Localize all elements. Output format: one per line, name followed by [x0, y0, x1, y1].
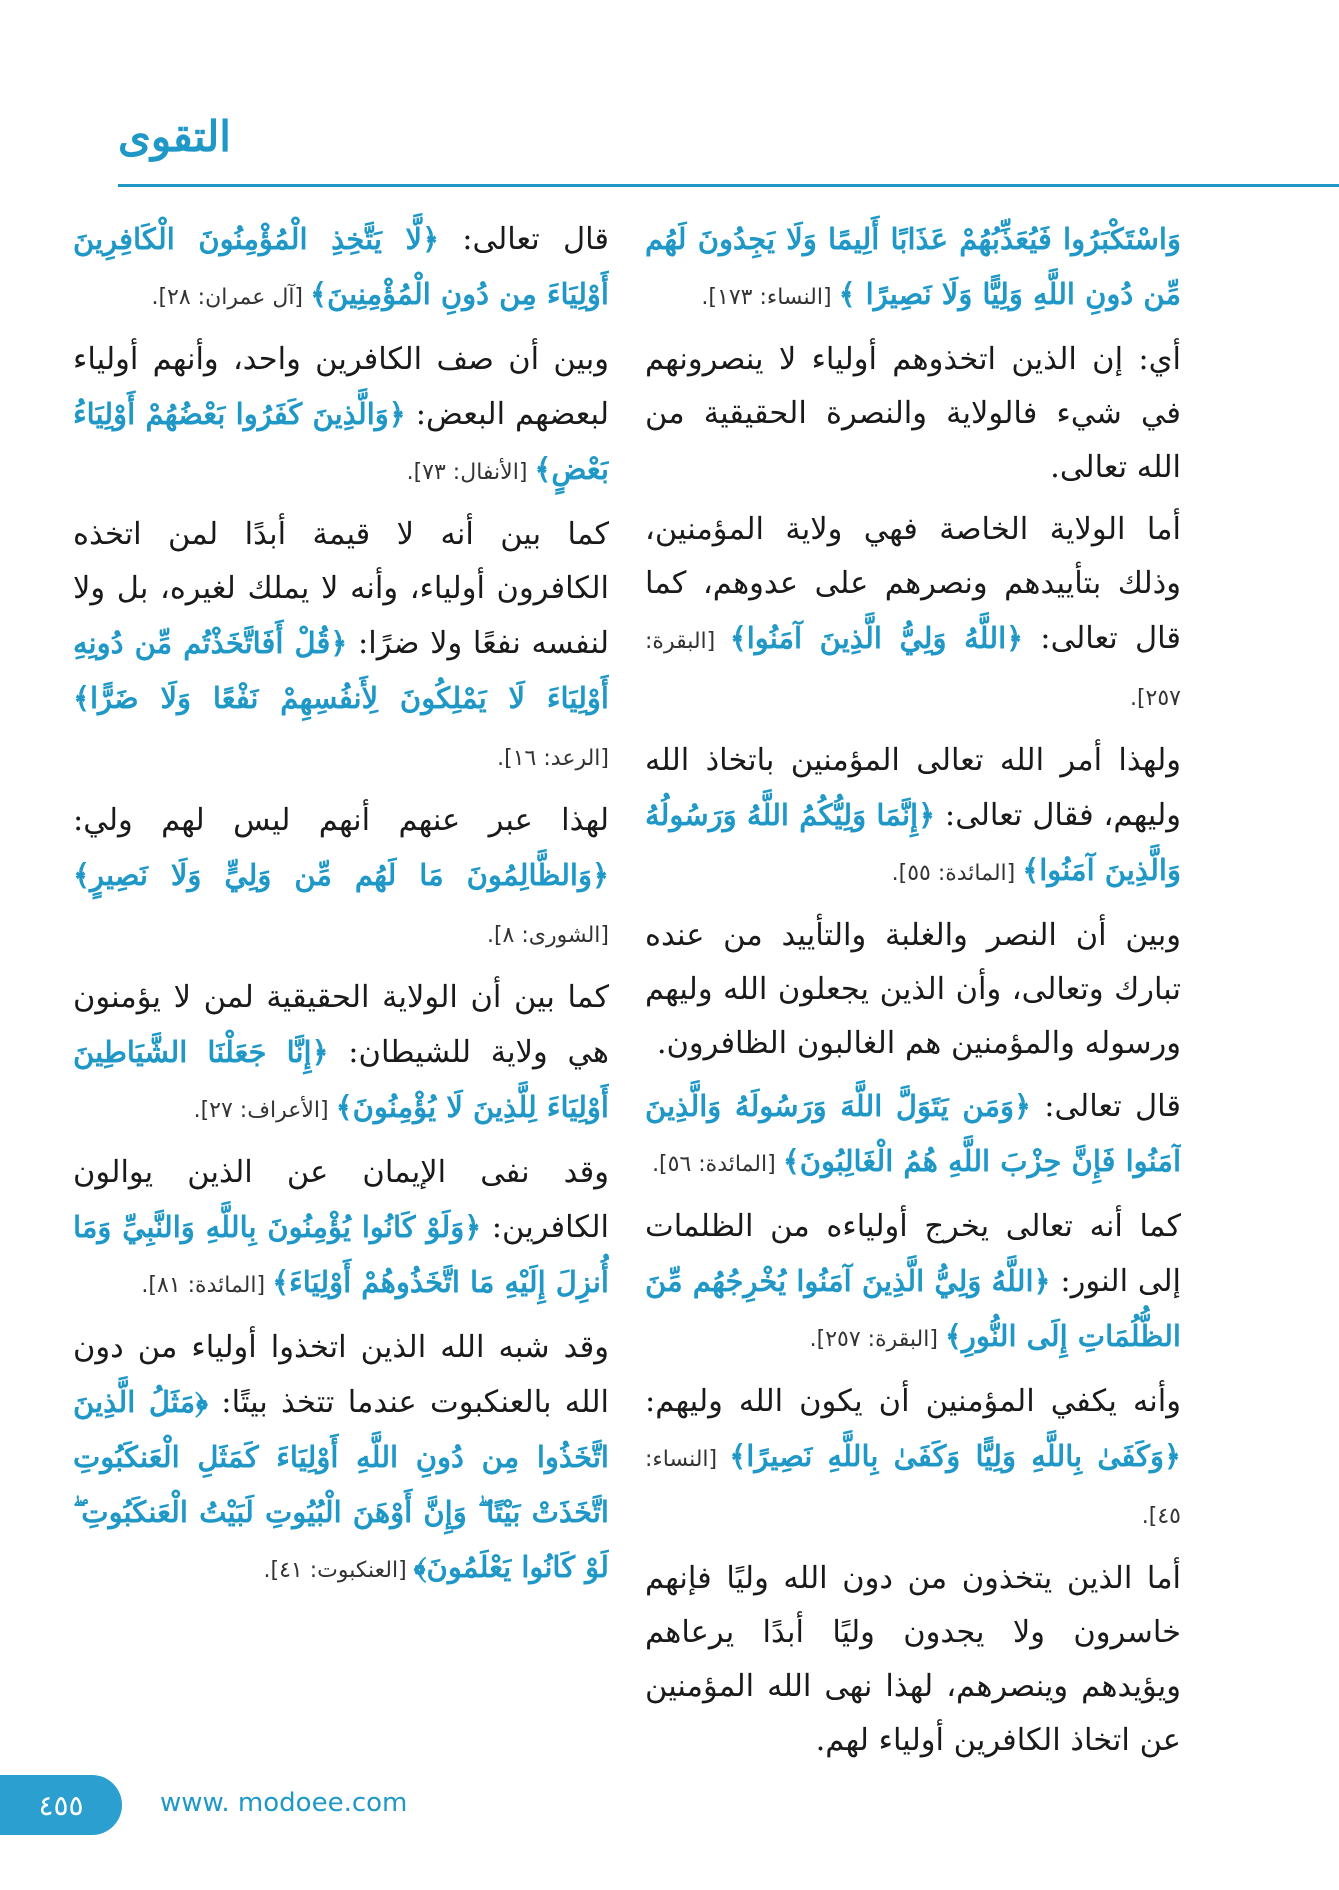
quran-verse: ﴿إِنَّمَا وَلِيُّكُمُ اللَّهُ وَرَسُولُهُ وَالَّذِينَ آمَنُوا﴾: [645, 798, 1181, 887]
paragraph: [73, 1321, 609, 1598]
paragraph: [645, 909, 1181, 1071]
body-text: لهذا عبر عنهم أنهم ليس لهم ولي:: [73, 803, 609, 838]
paragraph: [73, 508, 609, 786]
right-column: [645, 212, 1181, 1852]
quran-verse: ﴿وَالظَّالِمُونَ مَا لَهُم مِّن وَلِيٍّ وَلَا نَصِيرٍ﴾: [73, 858, 609, 892]
body-text: كما بين أن الولاية الحقيقية لمن لا يؤمنون هي ولاية للشيطان:: [73, 980, 609, 1070]
website-url: www. modoee.com: [160, 1788, 408, 1818]
body-text: أي: إن الذين اتخذوهم أولياء لا ينصرونهم في شيء فالولاية والنصرة الحقيقية من الله تعالى.: [645, 342, 1181, 485]
verse-citation: [الشورى: ٨].: [486, 923, 609, 948]
verse-citation: [الأعراف: ٢٧].: [193, 1098, 336, 1123]
body-text: قال تعالى:: [1031, 1089, 1181, 1124]
paragraph: [73, 794, 609, 963]
quran-verse: ﴿وَالَّذِينَ كَفَرُوا بَعْضُهُمْ أَوْلِيَاءُ بَعْضٍ﴾: [73, 397, 609, 486]
verse-citation: [المائدة: ٨١].: [141, 1273, 273, 1298]
quran-verse: ﴿لَّا يَتَّخِذِ الْمُؤْمِنُونَ الْكَافِرِينَ أَوْلِيَاءَ مِن دُونِ الْمُؤْمِنِينَ﴾: [73, 222, 609, 311]
quran-verse: ﴿اللَّهُ وَلِيُّ الَّذِينَ آمَنُوا﴾: [729, 621, 1024, 655]
body-text: وقد نفى الإيمان عن الذين يوالون الكافرين:: [73, 1155, 609, 1245]
verse-citation: [البقرة: ٢٥٧].: [645, 629, 1181, 711]
page-number: ٤٥٥: [38, 1788, 84, 1822]
verse-citation: [المائدة: ٥٥].: [891, 861, 1023, 886]
body-text: أما الذين يتخذون من دون الله وليًا فإنهم خاسرون ولا يجدون وليًا أبدًا يرعاهم ويؤيدهم وينصرهم، لهذا نهى الله المؤمنين عن اتخاذ الكافرين أولياء لهم.: [645, 1561, 1181, 1758]
quran-verse: ﴿وَكَفَىٰ بِاللَّهِ وَلِيًّا وَكَفَىٰ بِاللَّهِ نَصِيرًا﴾: [729, 1439, 1181, 1473]
quran-verse: ﴿وَلَوْ كَانُوا يُؤْمِنُونَ بِاللَّهِ وَالنَّبِيِّ وَمَا أُنزِلَ إِلَيْهِ مَا اتَّخَذُوهُمْ أَوْلِيَاءَ﴾: [73, 1210, 609, 1299]
paragraph: [645, 1375, 1181, 1544]
verse-citation: [آل عمران: ٢٨].: [151, 285, 311, 310]
quran-verse: ﴿مَثَلُ الَّذِينَ اتَّخَذُوا مِن دُونِ اللَّهِ أَوْلِيَاءَ كَمَثَلِ الْعَنكَبُوتِ اتَّخَذَتْ بَيْتًا ۖ وَإِنَّ أَوْهَنَ الْبُيُوتِ لَبَيْتُ الْعَنكَبُوتِ ۖ لَوْ كَانُوا يَعْلَمُونَ﴾: [73, 1385, 609, 1584]
verse-citation: [الرعد: ١٦].: [497, 746, 609, 771]
paragraph: [645, 1079, 1181, 1192]
quran-verse: ﴿قُلْ أَفَاتَّخَذْتُم مِّن دُونِهِ أَوْلِيَاءَ لَا يَمْلِكُونَ لِأَنفُسِهِمْ نَفْعًا وَلَا ضَرًّا﴾: [73, 626, 609, 715]
paragraph: [645, 1200, 1181, 1367]
paragraph: [645, 503, 1181, 726]
page-title: التقوى: [118, 112, 231, 161]
verse-citation: [الأنفال: ٧٣].: [406, 460, 535, 485]
body-text: كما أنه تعالى يخرج أولياءه من الظلمات إلى النور:: [645, 1209, 1181, 1299]
verse-citation: [البقرة: ٢٥٧].: [809, 1327, 945, 1352]
body-text: كما بين أنه لا قيمة أبدًا لمن اتخذه الكافرون أولياء، وأنه لا يملك لغيره، بل ولا لنفسه نفعًا ولا ضرًا:: [73, 517, 609, 661]
paragraph: [73, 333, 609, 500]
quran-verse: ﴿وَمَن يَتَوَلَّ اللَّهَ وَرَسُولَهُ وَالَّذِينَ آمَنُوا فَإِنَّ حِزْبَ اللَّهِ هُمُ الْغَالِبُونَ﴾: [645, 1089, 1181, 1178]
body-text: قال تعالى:: [439, 222, 609, 257]
paragraph: [73, 1146, 609, 1313]
page-number-badge: [0, 1775, 122, 1835]
verse-citation: [النساء: ٤٥].: [645, 1447, 1181, 1529]
body-text: ولهذا أمر الله تعالى المؤمنين باتخاذ الله وليهم، فقال تعالى:: [645, 743, 1181, 833]
quran-verse: ﴿اللَّهُ وَلِيُّ الَّذِينَ آمَنُوا يُخْرِجُهُم مِّنَ الظُّلُمَاتِ إِلَى النُّورِ﴾: [645, 1264, 1181, 1353]
body-text: وقد شبه الله الذين اتخذوا أولياء من دون الله بالعنكبوت عندما تتخذ بيتًا:: [73, 1330, 609, 1420]
quran-verse: وَاسْتَكْبَرُوا فَيُعَذِّبُهُمْ عَذَابًا أَلِيمًا وَلَا يَجِدُونَ لَهُم مِّن دُونِ اللَّهِ وَلِيًّا وَلَا نَصِيرًا ﴾: [645, 222, 1181, 311]
verse-citation: [المائدة: ٥٦].: [652, 1152, 783, 1177]
body-text: وبين أن النصر والغلبة والتأييد من عنده تبارك وتعالى، وأن الذين يجعلون الله وليهم ورسوله والمؤمنين هم الغالبون الظافرون.: [645, 918, 1181, 1061]
verse-citation: [العنكبوت: ٤١].: [263, 1558, 414, 1583]
paragraph: [645, 734, 1181, 901]
paragraph: [645, 333, 1181, 495]
left-column: [73, 212, 609, 1852]
body-text: أما الولاية الخاصة فهي ولاية المؤمنين، وذلك بتأييدهم ونصرهم على عدوهم، كما قال تعالى:: [645, 512, 1181, 656]
verse-citation: [النساء: ١٧٣].: [701, 285, 839, 310]
body-text: وبين أن صف الكافرين واحد، وأنهم أولياء لبعضهم البعض:: [73, 342, 609, 432]
header-divider: [118, 184, 1339, 187]
paragraph: [645, 212, 1181, 325]
quran-verse: ﴿إِنَّا جَعَلْنَا الشَّيَاطِينَ أَوْلِيَاءَ لِلَّذِينَ لَا يُؤْمِنُونَ﴾: [73, 1035, 609, 1124]
paragraph: [73, 971, 609, 1138]
paragraph: [645, 1552, 1181, 1768]
paragraph: [73, 212, 609, 325]
body-text: وأنه يكفي المؤمنين أن يكون الله وليهم:: [645, 1384, 1181, 1419]
